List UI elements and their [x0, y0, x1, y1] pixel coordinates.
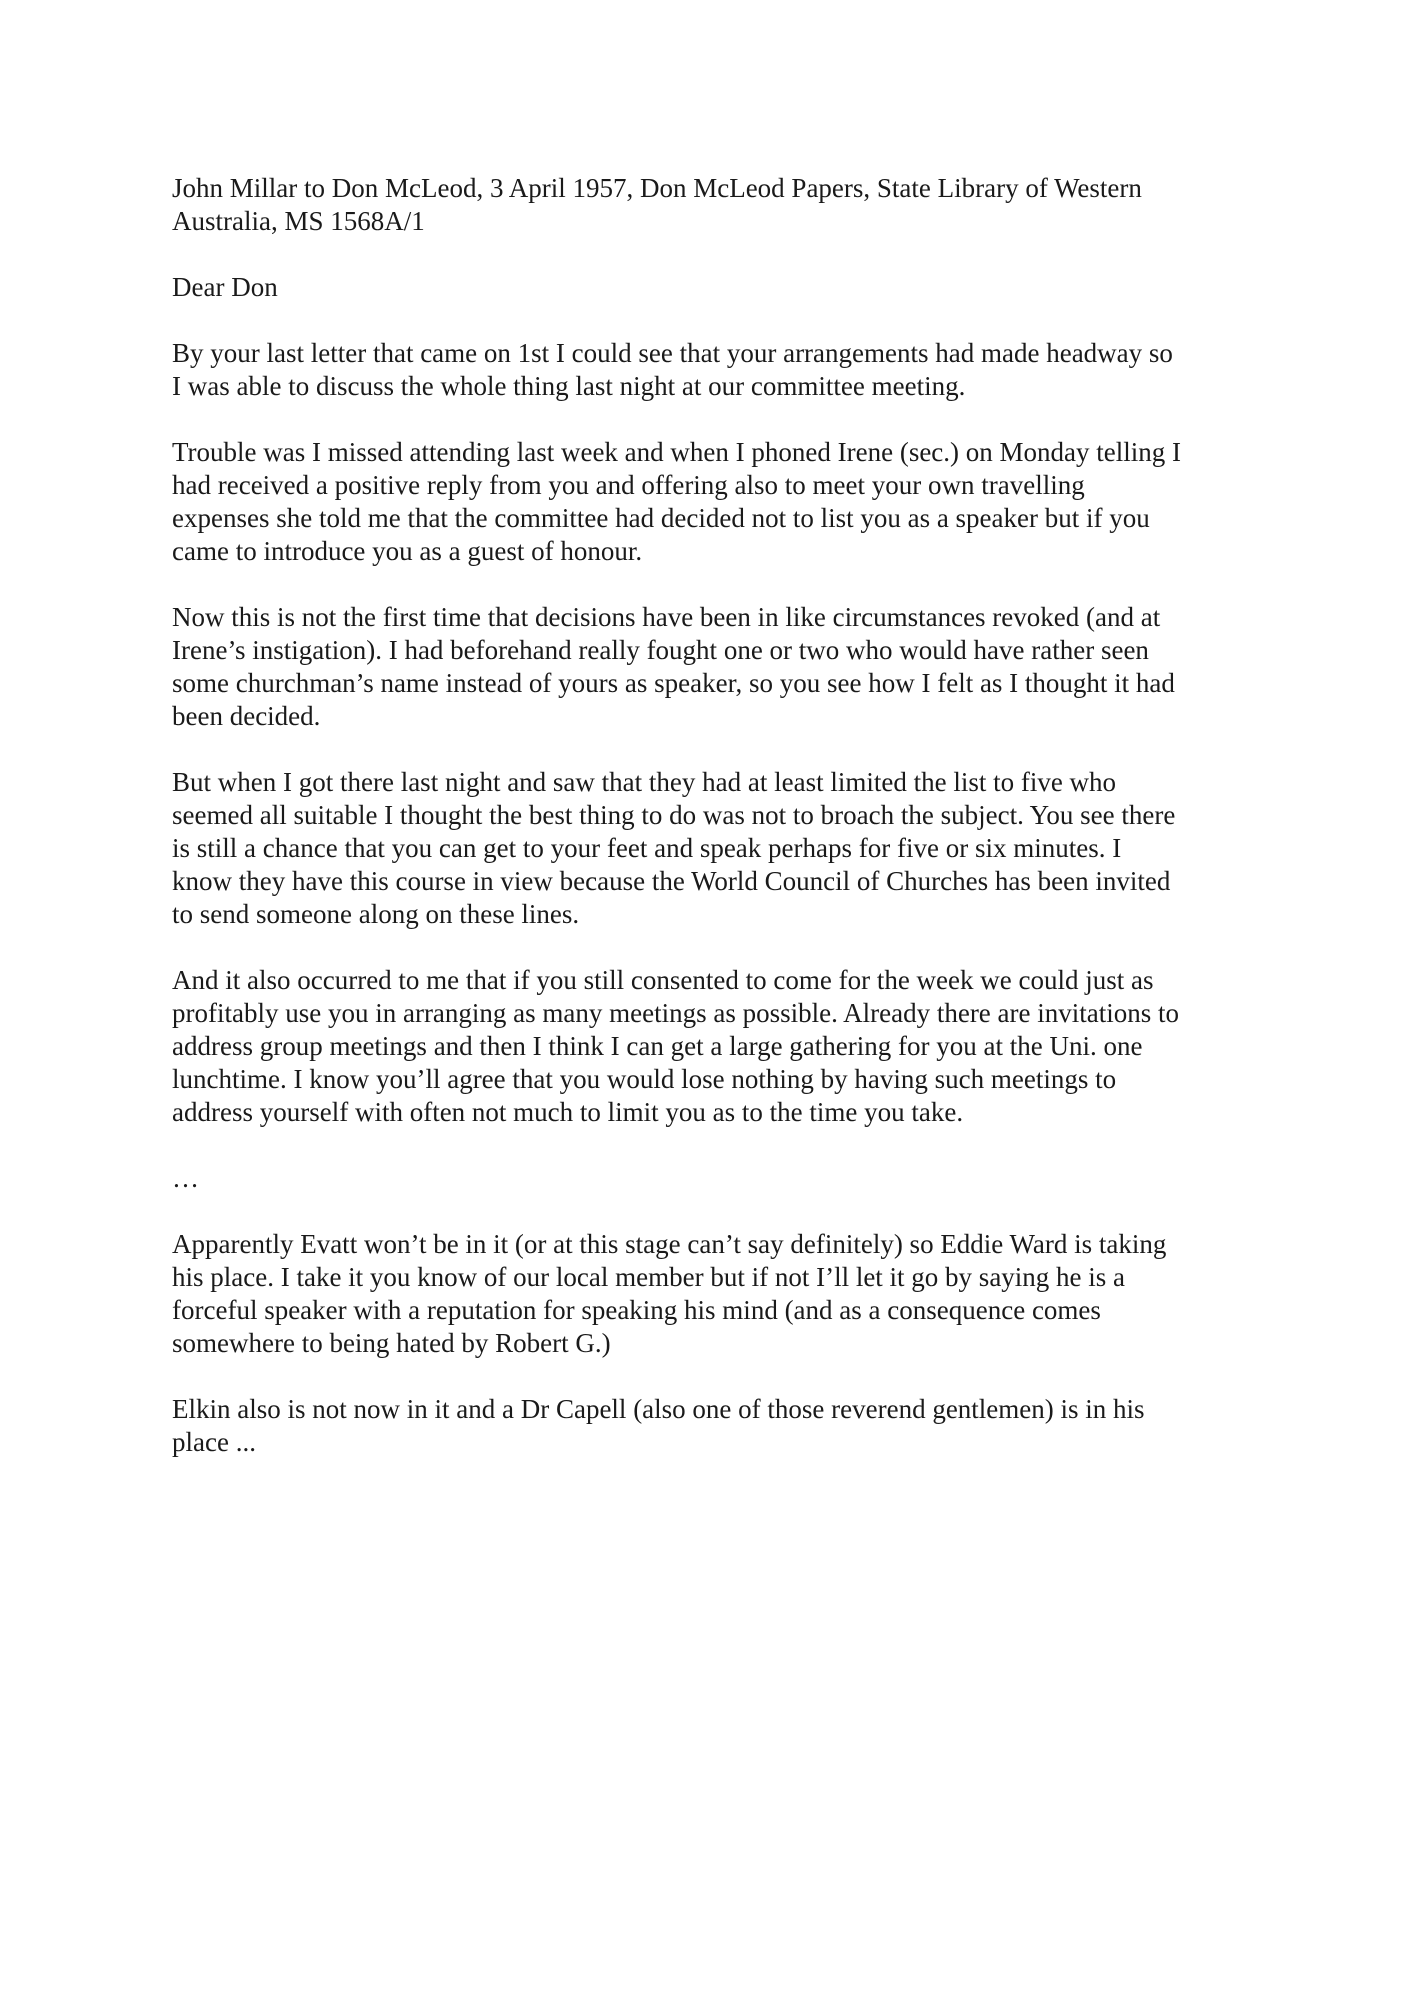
text-line: his place. I take it you know of our local member but if not I’ll let it go by saying he is a: [172, 1262, 1126, 1292]
paragraph-7: [172, 1393, 1250, 1459]
citation-line: John Millar to Don McLeod, 3 April 1957, Don McLeod Papers, State Library of Western: [172, 173, 1142, 203]
ellipsis-line: …: [172, 1163, 199, 1193]
text-line: is still a chance that you can get to your feet and speak perhaps for five or six minutes. I: [172, 833, 1122, 863]
text-line: some churchman’s name instead of yours as speaker, so you see how I felt as I thought it had: [172, 668, 1175, 698]
text-line: know they have this course in view because the World Council of Churches has been invited: [172, 866, 1171, 896]
text-line: Apparently Evatt won’t be in it (or at this stage can’t say definitely) so Eddie Ward is taking: [172, 1229, 1167, 1259]
citation-header: [172, 172, 1250, 238]
text-line: I was able to discuss the whole thing last night at our committee meeting.: [172, 371, 966, 401]
paragraph-1: [172, 337, 1250, 403]
paragraph-6: [172, 1228, 1250, 1360]
text-line: somewhere to being hated by Robert G.): [172, 1328, 611, 1358]
text-line: lunchtime. I know you’ll agree that you would lose nothing by having such meetings to: [172, 1064, 1117, 1094]
text-line: By your last letter that came on 1st I could see that your arrangements had made headway so: [172, 338, 1173, 368]
text-line: Irene’s instigation). I had beforehand really fought one or two who would have rather seen: [172, 635, 1149, 665]
letter-body: [172, 172, 1250, 1492]
text-line: profitably use you in arranging as many meetings as possible. Already there are invitations to: [172, 998, 1180, 1028]
ellipsis-break: [172, 1162, 1250, 1195]
text-line: came to introduce you as a guest of honour.: [172, 536, 643, 566]
text-line: address group meetings and then I think I can get a large gathering for you at the Uni. one: [172, 1031, 1143, 1061]
text-line: seemed all suitable I thought the best thing to do was not to broach the subject. You see there: [172, 800, 1176, 830]
text-line: Now this is not the first time that decisions have been in like circumstances revoked (and at: [172, 602, 1161, 632]
text-line: address yourself with often not much to limit you as to the time you take.: [172, 1097, 964, 1127]
text-line: But when I got there last night and saw that they had at least limited the list to five who: [172, 767, 1117, 797]
text-line: forceful speaker with a reputation for speaking his mind (and as a consequence comes: [172, 1295, 1101, 1325]
text-line: place ...: [172, 1427, 256, 1457]
text-line: Trouble was I missed attending last week and when I phoned Irene (sec.) on Monday telling I: [172, 437, 1182, 467]
text-line: And it also occurred to me that if you still consented to come for the week we could just as: [172, 965, 1154, 995]
salutation-line: Dear Don: [172, 272, 278, 302]
text-line: expenses she told me that the committee had decided not to list you as a speaker but if you: [172, 503, 1150, 533]
text-line: been decided.: [172, 701, 321, 731]
salutation: [172, 271, 1250, 304]
citation-line: Australia, MS 1568A/1: [172, 206, 425, 236]
paragraph-4: [172, 766, 1250, 931]
paragraph-3: [172, 601, 1250, 733]
paragraph-5: [172, 964, 1250, 1129]
text-line: Elkin also is not now in it and a Dr Capell (also one of those reverend gentlemen) is in his: [172, 1394, 1145, 1424]
text-line: to send someone along on these lines.: [172, 899, 580, 929]
text-line: had received a positive reply from you and offering also to meet your own travelling: [172, 470, 1085, 500]
paragraph-2: [172, 436, 1250, 568]
